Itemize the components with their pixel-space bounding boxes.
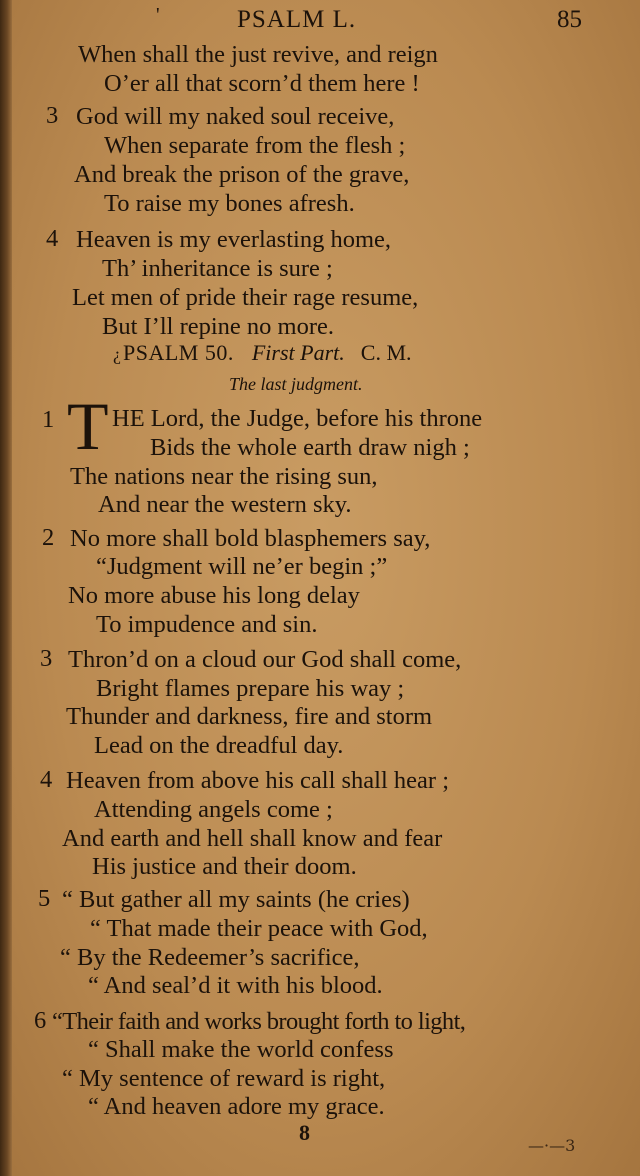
verse-line: No more shall bold blasphemers say, [70,525,431,552]
psalm-subtitle: The last judgment. [229,374,363,394]
verse-line: “ But gather all my saints (he cries) [62,886,410,913]
running-header [0,4,640,38]
signature-mark: 8 [299,1120,310,1145]
verse-number: 2 [42,524,55,551]
verse-line: Heaven from above his call shall hear ; [66,767,450,794]
verse-line: And earth and hell shall know and fear [62,825,443,852]
verse-number: 4 [46,225,59,252]
verse-line: “ Shall make the world confess [88,1036,394,1063]
verse-number: 4 [40,766,53,793]
header-mark: ' [156,4,160,26]
verse-line: Bids the whole earth draw nigh ; [150,434,470,461]
verse-line: God will my naked soul receive, [76,103,395,130]
verse-number: 3 [46,102,59,129]
verse-line: O’er all that scorn’d them here ! [104,70,420,97]
verse-line: Attending angels come ; [94,796,333,823]
verse-line: Lead on the dreadful day. [94,732,344,759]
verse-line: Bright flames prepare his way ; [96,675,405,702]
drop-cap: T [67,388,109,464]
heading-mark: ¿ [113,344,121,364]
verse-number: 5 [38,885,51,912]
verse-line: And near the western sky. [98,491,352,518]
verse-line: When shall the just revive, and reign [78,41,438,68]
book-spine [0,0,12,1176]
verse-line: No more abuse his long delay [68,582,360,609]
verse-line: “ And seal’d it with his blood. [88,972,383,999]
verse-number: 6 [34,1007,47,1034]
verse-line: Let men of pride their rage resume, [72,284,419,311]
psalm-part: First Part. [251,340,345,365]
verse-line: “ My sentence of reward is right, [62,1065,386,1092]
verse-line: HE Lord, the Judge, before his throne [112,405,483,432]
verse-line: “ That made their peace with God, [90,915,428,942]
verse-line: Thunder and darkness, fire and storm [66,703,433,730]
verse-line: And break the prison of the grave, [74,161,410,188]
verse-line: To raise my bones afresh. [104,190,355,217]
psalm-heading [113,340,412,366]
verse-line: To impudence and sin. [96,611,318,638]
verse-line: When separate from the flesh ; [104,132,406,159]
verse-line: But I’ll repine no more. [102,313,335,340]
verse-line: Thron’d on a cloud our God shall come, [68,646,462,673]
corner-mark: —·—3 [528,1136,576,1155]
verse-line: Heaven is my everlasting home, [76,226,392,253]
psalm-meter: C. M. [360,340,412,365]
verse-line: “Judgment will ne’er begin ;” [96,553,388,580]
page-number: 85 [557,6,582,33]
verse-line: “ And heaven adore my grace. [88,1093,385,1120]
verse-number: 3 [40,645,53,672]
verse-line: His justice and their doom. [92,853,357,880]
verse-line: “Their faith and works brought forth to light, [52,1008,466,1035]
verse-number: 1 [42,406,55,433]
verse-line: The nations near the rising sun, [70,463,378,490]
verse-line: Th’ inheritance is sure ; [102,255,333,282]
header-title: PSALM L. [237,6,357,33]
psalm-title: PSALM 50. [123,340,234,365]
verse-line: “ By the Redeemer’s sacrifice, [60,944,360,971]
